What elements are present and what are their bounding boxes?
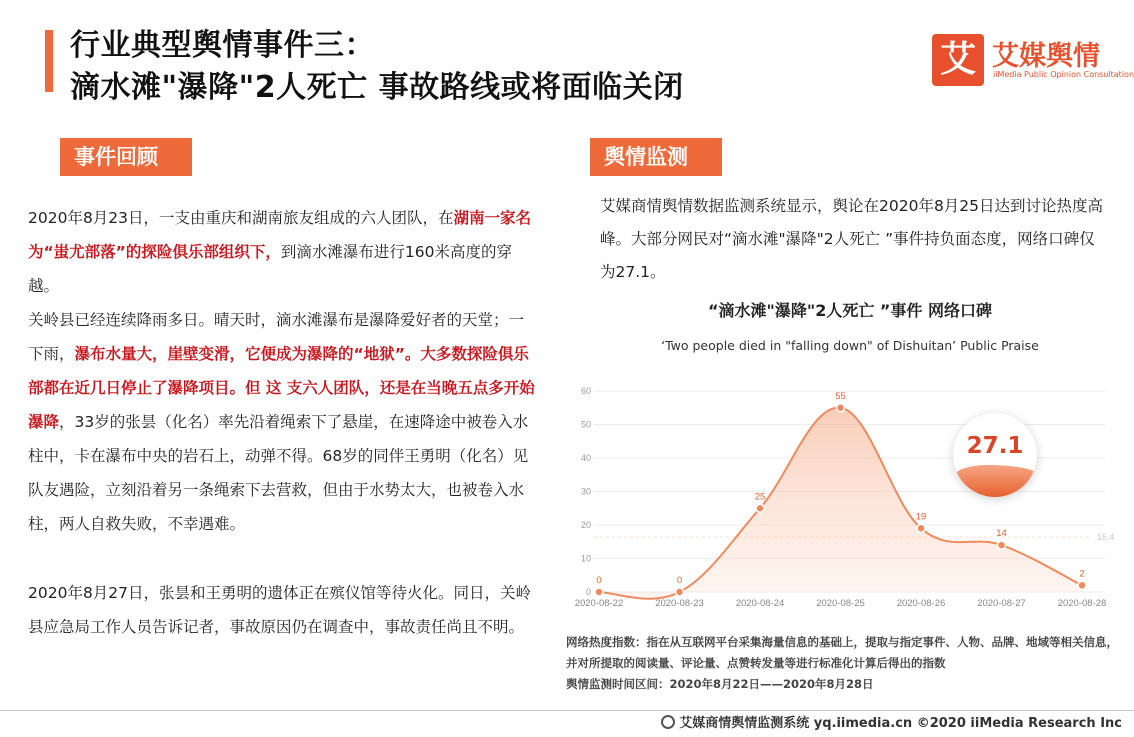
data-point <box>756 504 764 512</box>
event-review-text <box>28 201 538 644</box>
footer-text: 艾媒商情舆情监测系统 yq.iimedia.cn ©2020 iiMedia Research Inc <box>679 716 1122 731</box>
y-tick-label: 10 <box>580 553 591 564</box>
brand-logo <box>932 34 1134 86</box>
reference-label: 16.4 <box>1097 532 1115 543</box>
data-point <box>1078 581 1086 589</box>
data-label: 2 <box>1079 568 1085 580</box>
y-tick-label: 40 <box>580 453 591 463</box>
data-label: 0 <box>596 575 602 586</box>
paragraph-text: 关岭县已经连续降雨多日。晴天时，滴水滩瀑布是瀑降爱好者的天堂；一下雨， <box>28 311 525 363</box>
x-tick-label: 2020-08-25 <box>816 598 865 609</box>
public-praise-badge <box>953 413 1037 497</box>
event-paragraph-1 <box>28 201 538 303</box>
chart-subtitle: ‘Two people died in "falling down" of Dishuitan’ Public Praise <box>661 338 1039 353</box>
data-point <box>676 588 684 596</box>
y-tick-label: 20 <box>580 520 591 530</box>
event-paragraph-3: 2020年8月27日，张昙和王勇明的遗体正在殡仪馆等待火化。同日，关岭县应急局工作人员告诉记者，事故原因仍在调查中，事故责任尚且不明。 <box>28 584 532 636</box>
monitoring-intro: 艾媒商情舆情数据监测系统显示，舆论在2020年8月25日达到讨论热度高峰。大部分网民对“滴水滩"瀑降"2人死亡 ”事件持负面态度，网络口碑仅为27.1。 <box>600 197 1104 281</box>
footer-divider <box>0 710 1134 711</box>
logo-name-cn: 艾媒舆情 <box>992 41 1100 72</box>
logo-mark: 艾 <box>932 34 984 86</box>
globe-icon <box>661 715 675 729</box>
y-tick-label: 50 <box>580 419 591 430</box>
section-tab-monitoring: 舆情监测 <box>590 138 722 176</box>
public-praise-value: 27.1 <box>966 433 1024 459</box>
note-period: 舆情监测时间区间：2020年8月22日——2020年8月28日 <box>566 677 874 691</box>
x-tick-label: 2020-08-24 <box>735 598 785 609</box>
data-point <box>595 588 603 596</box>
x-tick-label: 2020-08-23 <box>655 598 704 609</box>
x-tick-label: 2020-08-27 <box>977 598 1026 609</box>
page-title-line2: 滴水滩"瀑降"2人死亡 事故路线或将面临关闭 <box>70 70 684 105</box>
logo-name-en: iiMedia Public Opinion Consultation <box>993 70 1134 79</box>
highlight-text: 瀑布水量大，崖壁变滑，它便成为瀑降的“地狱”。大多数探险俱乐部都在近几日停止了瀑降项目。但 这 支六人团队，还是在当晚五点多开始瀑降 <box>28 345 535 431</box>
y-tick-label: 60 <box>580 386 591 396</box>
event-paragraph-2 <box>28 303 538 541</box>
y-tick-label: 0 <box>585 587 591 597</box>
paragraph-text: ，33岁的张昙（化名）率先沿着绳索下了悬崖，在速降途中被卷入水柱中，卡在瀑布中央的岩石上，动弹不得。68岁的同伴王勇明（化名）见队友遇险，立刻沿着另一条绳索下去营救，但由于水势太大，也被卷入水柱，两人自救失败，不幸遇难。 <box>28 413 529 533</box>
data-label: 25 <box>754 491 766 503</box>
paragraph-text: 2020年8月23日，一支由重庆和湖南旅友组成的六人团队，在 <box>28 209 454 227</box>
badge-wave <box>953 465 1037 497</box>
data-point <box>917 524 925 532</box>
paragraph-text: 到滴水滩瀑布进行160米高度的穿越。 <box>28 243 512 295</box>
footer <box>661 712 1122 731</box>
data-point <box>837 404 845 412</box>
chart-note <box>566 632 1124 695</box>
note-definition: 网络热度指数：指在从互联网平台采集海量信息的基础上，提取与指定事件、人物、品牌、地域等相关信息，并对所提取的阅读量、评论量、点赞转发量等进行标准化计算后得出的指数 <box>566 635 1118 670</box>
chart-title: “滴水滩"瀑降"2人死亡 ”事件 网络口碑 <box>708 301 992 320</box>
data-label: 19 <box>915 511 927 523</box>
page-title-line1: 行业典型舆情事件三： <box>70 28 375 63</box>
data-point <box>998 541 1006 549</box>
data-label: 0 <box>676 575 683 586</box>
data-label: 14 <box>996 528 1007 540</box>
x-tick-label: 2020-08-28 <box>1057 598 1107 609</box>
highlight-text: 湖南一家名为“蚩尤部落”的探险俱乐部组织下， <box>28 209 532 261</box>
x-tick-label: 2020-08-26 <box>896 598 946 609</box>
y-tick-label: 30 <box>580 486 591 497</box>
x-tick-label: 2020-08-22 <box>574 598 624 609</box>
data-label: 55 <box>835 390 846 402</box>
section-tab-event-review: 事件回顾 <box>60 138 192 176</box>
title-accent-bar <box>45 30 53 92</box>
